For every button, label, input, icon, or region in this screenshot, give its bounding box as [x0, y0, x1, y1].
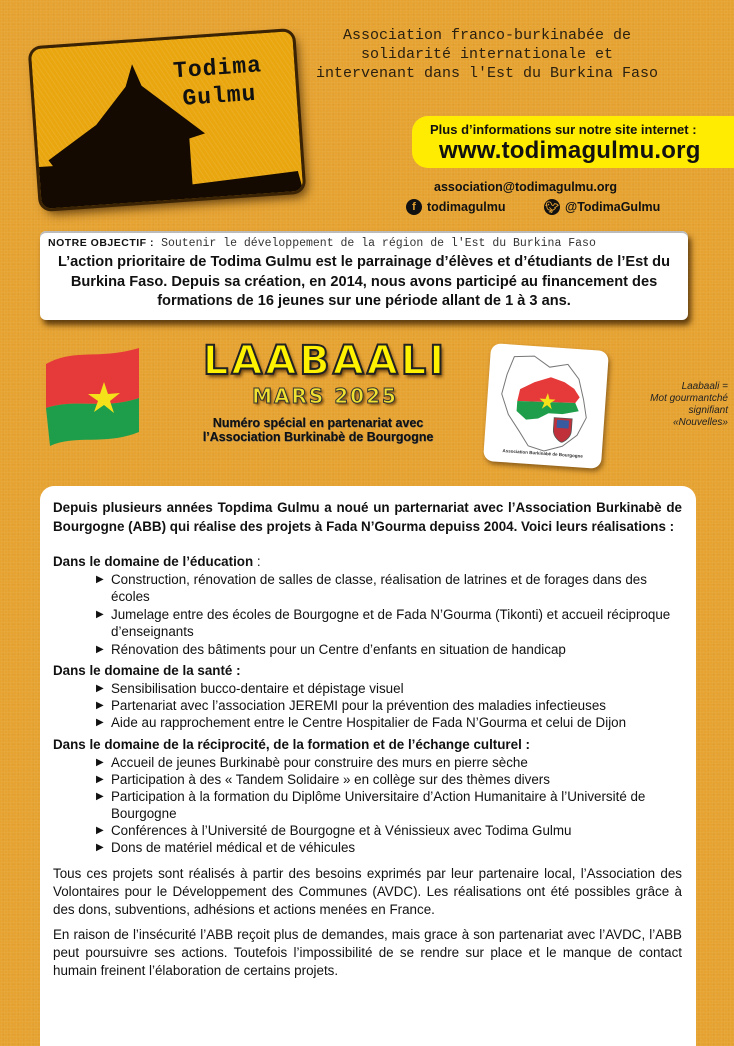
objective-box [40, 231, 688, 320]
abb-partner-logo [483, 343, 609, 469]
domain-title-suffix: : [253, 554, 261, 569]
objective-label: NOTRE OBJECTIF : [48, 237, 155, 249]
twitter-handle: @TodimaGulmu [565, 200, 661, 214]
domain-heading-health [53, 662, 682, 680]
website-label: Plus d’informations sur notre site internet : [430, 122, 697, 137]
list-item: ▶ Partenariat avec l’association JEREMI pour la prévention des maladies infectieuses [96, 697, 682, 714]
twitter-icon: 🐦︎ [544, 199, 560, 215]
website-banner [412, 116, 734, 168]
todima-gulmu-logo [31, 31, 304, 209]
list-item: ▶ Construction, rénovation de salles de classe, réalisation de latrines et de forages dans des écoles [96, 571, 682, 605]
special-edition-note: Numéro spécial en partenariat avec l’Association Burkinabè de Bourgogne [202, 416, 434, 444]
projects-paragraph: Tous ces projets sont réalisés à partir des besoins exprimés par leur partenaire local, l’Association des Volontaires pour le Développement des Communes (AVDC). Les réalisations ont été possibles grâce à des dons, subventions, adhésions et actions menées en France. [53, 866, 682, 917]
burkina-faso-flag-icon [44, 346, 144, 450]
twitter-link[interactable] [544, 199, 660, 215]
domain-title: Dans le domaine de l’éducation [53, 554, 254, 569]
list-item: ▶ Accueil de jeunes Burkinabè pour construire des murs en pierre sèche [96, 754, 682, 771]
email-link[interactable]: association@todimagulmu.org [434, 180, 618, 194]
newsletter-title: LAABAALI [202, 338, 448, 384]
objective-body: L’action prioritaire de Todima Gulmu est le parrainage d’élèves et d’étudiants de l’Est du Burkina Faso. Depuis sa création, en 2014, nous avons participé au financement des formations de 16 jeunes sur une période allant de 1 à 3 ans. [57, 254, 670, 309]
definition-line: Laabaali = [681, 381, 728, 392]
organization-tagline: Association franco-burkinabée de solidarité internationale et intervenant dans l'Est du Burkina Faso [315, 27, 659, 82]
logo-line-2: Gulmu [181, 80, 258, 112]
logo-line-1: Todima [172, 52, 263, 85]
domain-title: Dans le domaine de la réciprocité, de la formation et de l’échange culturel : [53, 737, 530, 752]
list-item: ▶ Participation à des « Tandem Solidaire » en collège sur des thèmes divers [96, 771, 682, 788]
website-link[interactable]: www.todimagulmu.org [439, 137, 701, 164]
intro-paragraph: Depuis plusieurs années Topdima Gulmu a noué un parternariat avec l’Association Burkinabè de Bourgogne (ABB) qui réalise des projets à Fada N’Gourma depuiss 2004. Voici leurs réalisations : [53, 500, 682, 534]
insecurity-paragraph: En raison de l’insécurité l’ABB reçoit plus de demandes, mais grace à son partenariat avec l’AVDC, l’ABB peut poursuivre ses actions. Toutefois l’impossibilité de se rendre sur place et le manque de contact humain freinent l’élaboration de certains projets. [53, 927, 682, 978]
list-item: ▶ Participation à la formation du Diplôme Universitaire d’Action Humanitaire à l’Université de Bourgogne [96, 788, 682, 822]
objective-heading [48, 237, 596, 250]
definition-line: signifiant [688, 405, 728, 416]
list-item: ▶ Conférences à l’Université de Bourgogne et à Vénissieux avec Todima Gulmu [96, 822, 682, 839]
health-list [53, 680, 682, 731]
definition-line: Mot gourmantché [650, 393, 728, 404]
domain-heading-education [53, 553, 682, 571]
reciprocity-list [53, 754, 682, 856]
domain-title: Dans le domaine de la santé : [53, 663, 241, 678]
list-item: ▶ Sensibilisation bucco-dentaire et dépistage visuel [96, 680, 682, 697]
facebook-link[interactable] [406, 199, 505, 215]
list-item: ▶ Jumelage entre des écoles de Bourgogne et de Fada N’Gourma (Tikonti) et accueil réciproque d’enseignants [96, 606, 682, 640]
list-item: ▶ Rénovation des bâtiments pour un Centre d’enfants en situation de handicap [96, 641, 682, 658]
domain-heading-reciprocity [53, 736, 682, 754]
objective-text: Soutenir le développement de la région de l'Est du Burkina Faso [161, 237, 596, 250]
list-item: ▶ Dons de matériel médical et de véhicules [96, 839, 682, 856]
laabaali-definition [610, 381, 728, 429]
logo-title [162, 51, 276, 115]
facebook-icon: f [406, 199, 422, 215]
list-item: ▶ Aide au rapprochement entre le Centre Hospitalier de Fada N’Gourma et celui de Dijon [96, 714, 682, 731]
facebook-handle: todimagulmu [427, 200, 506, 214]
definition-line: «Nouvelles» [672, 417, 728, 428]
issue-date: MARS 2025 [252, 384, 398, 408]
abb-logo-caption: Association Burkinabè de Bourgogne [502, 448, 584, 459]
education-list [53, 571, 682, 658]
content-panel [40, 486, 696, 1046]
